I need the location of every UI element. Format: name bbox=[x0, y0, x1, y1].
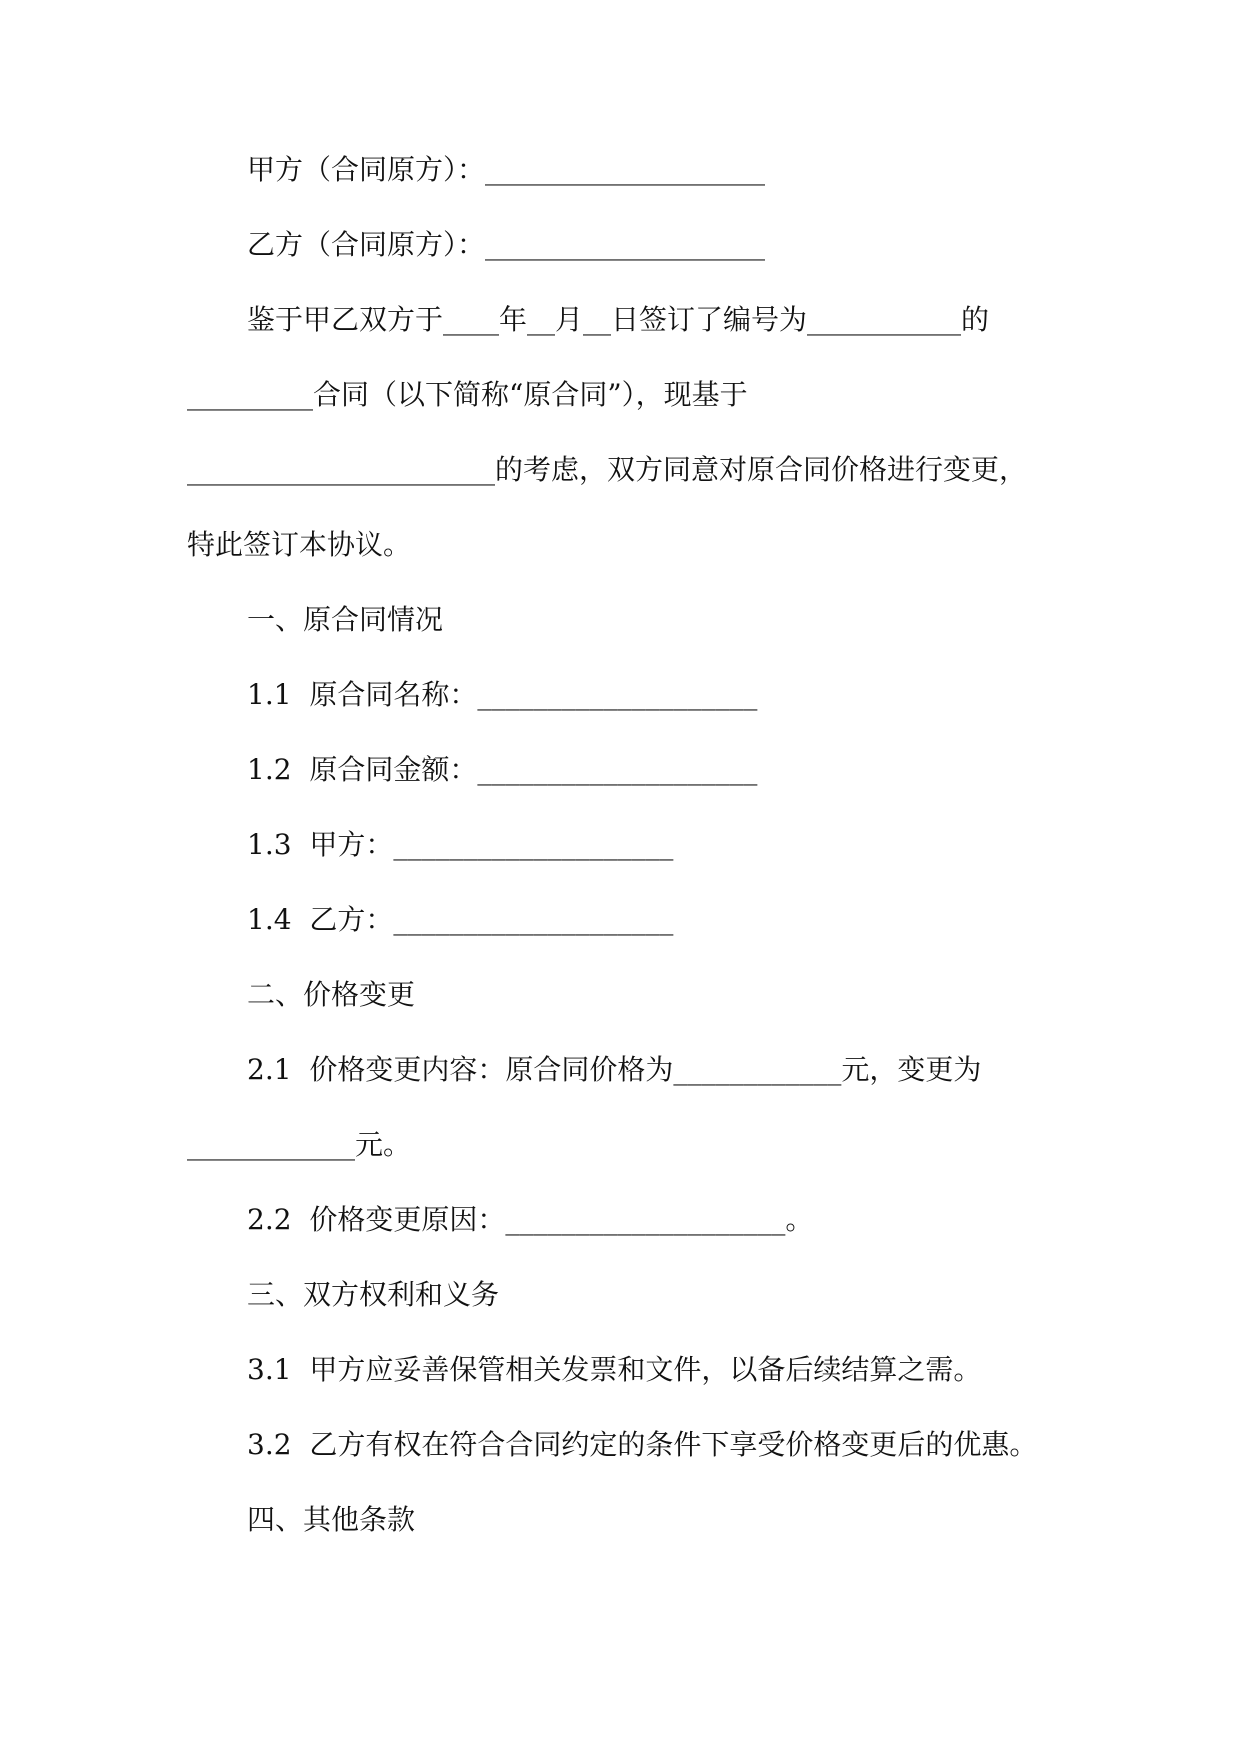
clause-3-2: 3.2 乙方有权在符合合同约定的条件下享受价格变更后的优惠。 bbox=[247, 1428, 1038, 1461]
clause-1-1: 1.1 原合同名称：____________________ bbox=[247, 678, 758, 711]
clause-1-4: 1.4 乙方：____________________ bbox=[247, 903, 674, 936]
section-1-heading: 一、原合同情况 bbox=[247, 603, 444, 636]
clause-3-1: 3.1 甲方应妥善保管相关发票和文件，以备后续结算之需。 bbox=[247, 1353, 982, 1386]
preamble-line-1: 鉴于甲乙双方于____年__月__日签订了编号为___________的 bbox=[247, 303, 990, 336]
party-b-line: 乙方（合同原方）：____________________ bbox=[247, 228, 766, 261]
clause-1-2: 1.2 原合同金额：____________________ bbox=[247, 753, 758, 786]
clause-2-1-line-1: 2.1 价格变更内容：原合同价格为____________元，变更为 bbox=[247, 1053, 982, 1086]
clause-2-1-line-2: ____________元。 bbox=[187, 1128, 412, 1161]
section-3-heading: 三、双方权利和义务 bbox=[247, 1278, 500, 1311]
section-4-heading: 四、其他条款 bbox=[247, 1503, 416, 1536]
preamble-line-4: 特此签订本协议。 bbox=[187, 528, 412, 561]
preamble-line-2: _________合同（以下简称“原合同”），现基于 bbox=[187, 378, 748, 411]
preamble-line-3: ______________________的考虑，双方同意对原合同价格进行变更， bbox=[187, 453, 1028, 486]
clause-1-3: 1.3 甲方：____________________ bbox=[247, 828, 674, 861]
party-a-line: 甲方（合同原方）：____________________ bbox=[247, 153, 766, 186]
clause-2-2: 2.2 价格变更原因：____________________。 bbox=[247, 1203, 814, 1236]
section-2-heading: 二、价格变更 bbox=[247, 978, 416, 1011]
